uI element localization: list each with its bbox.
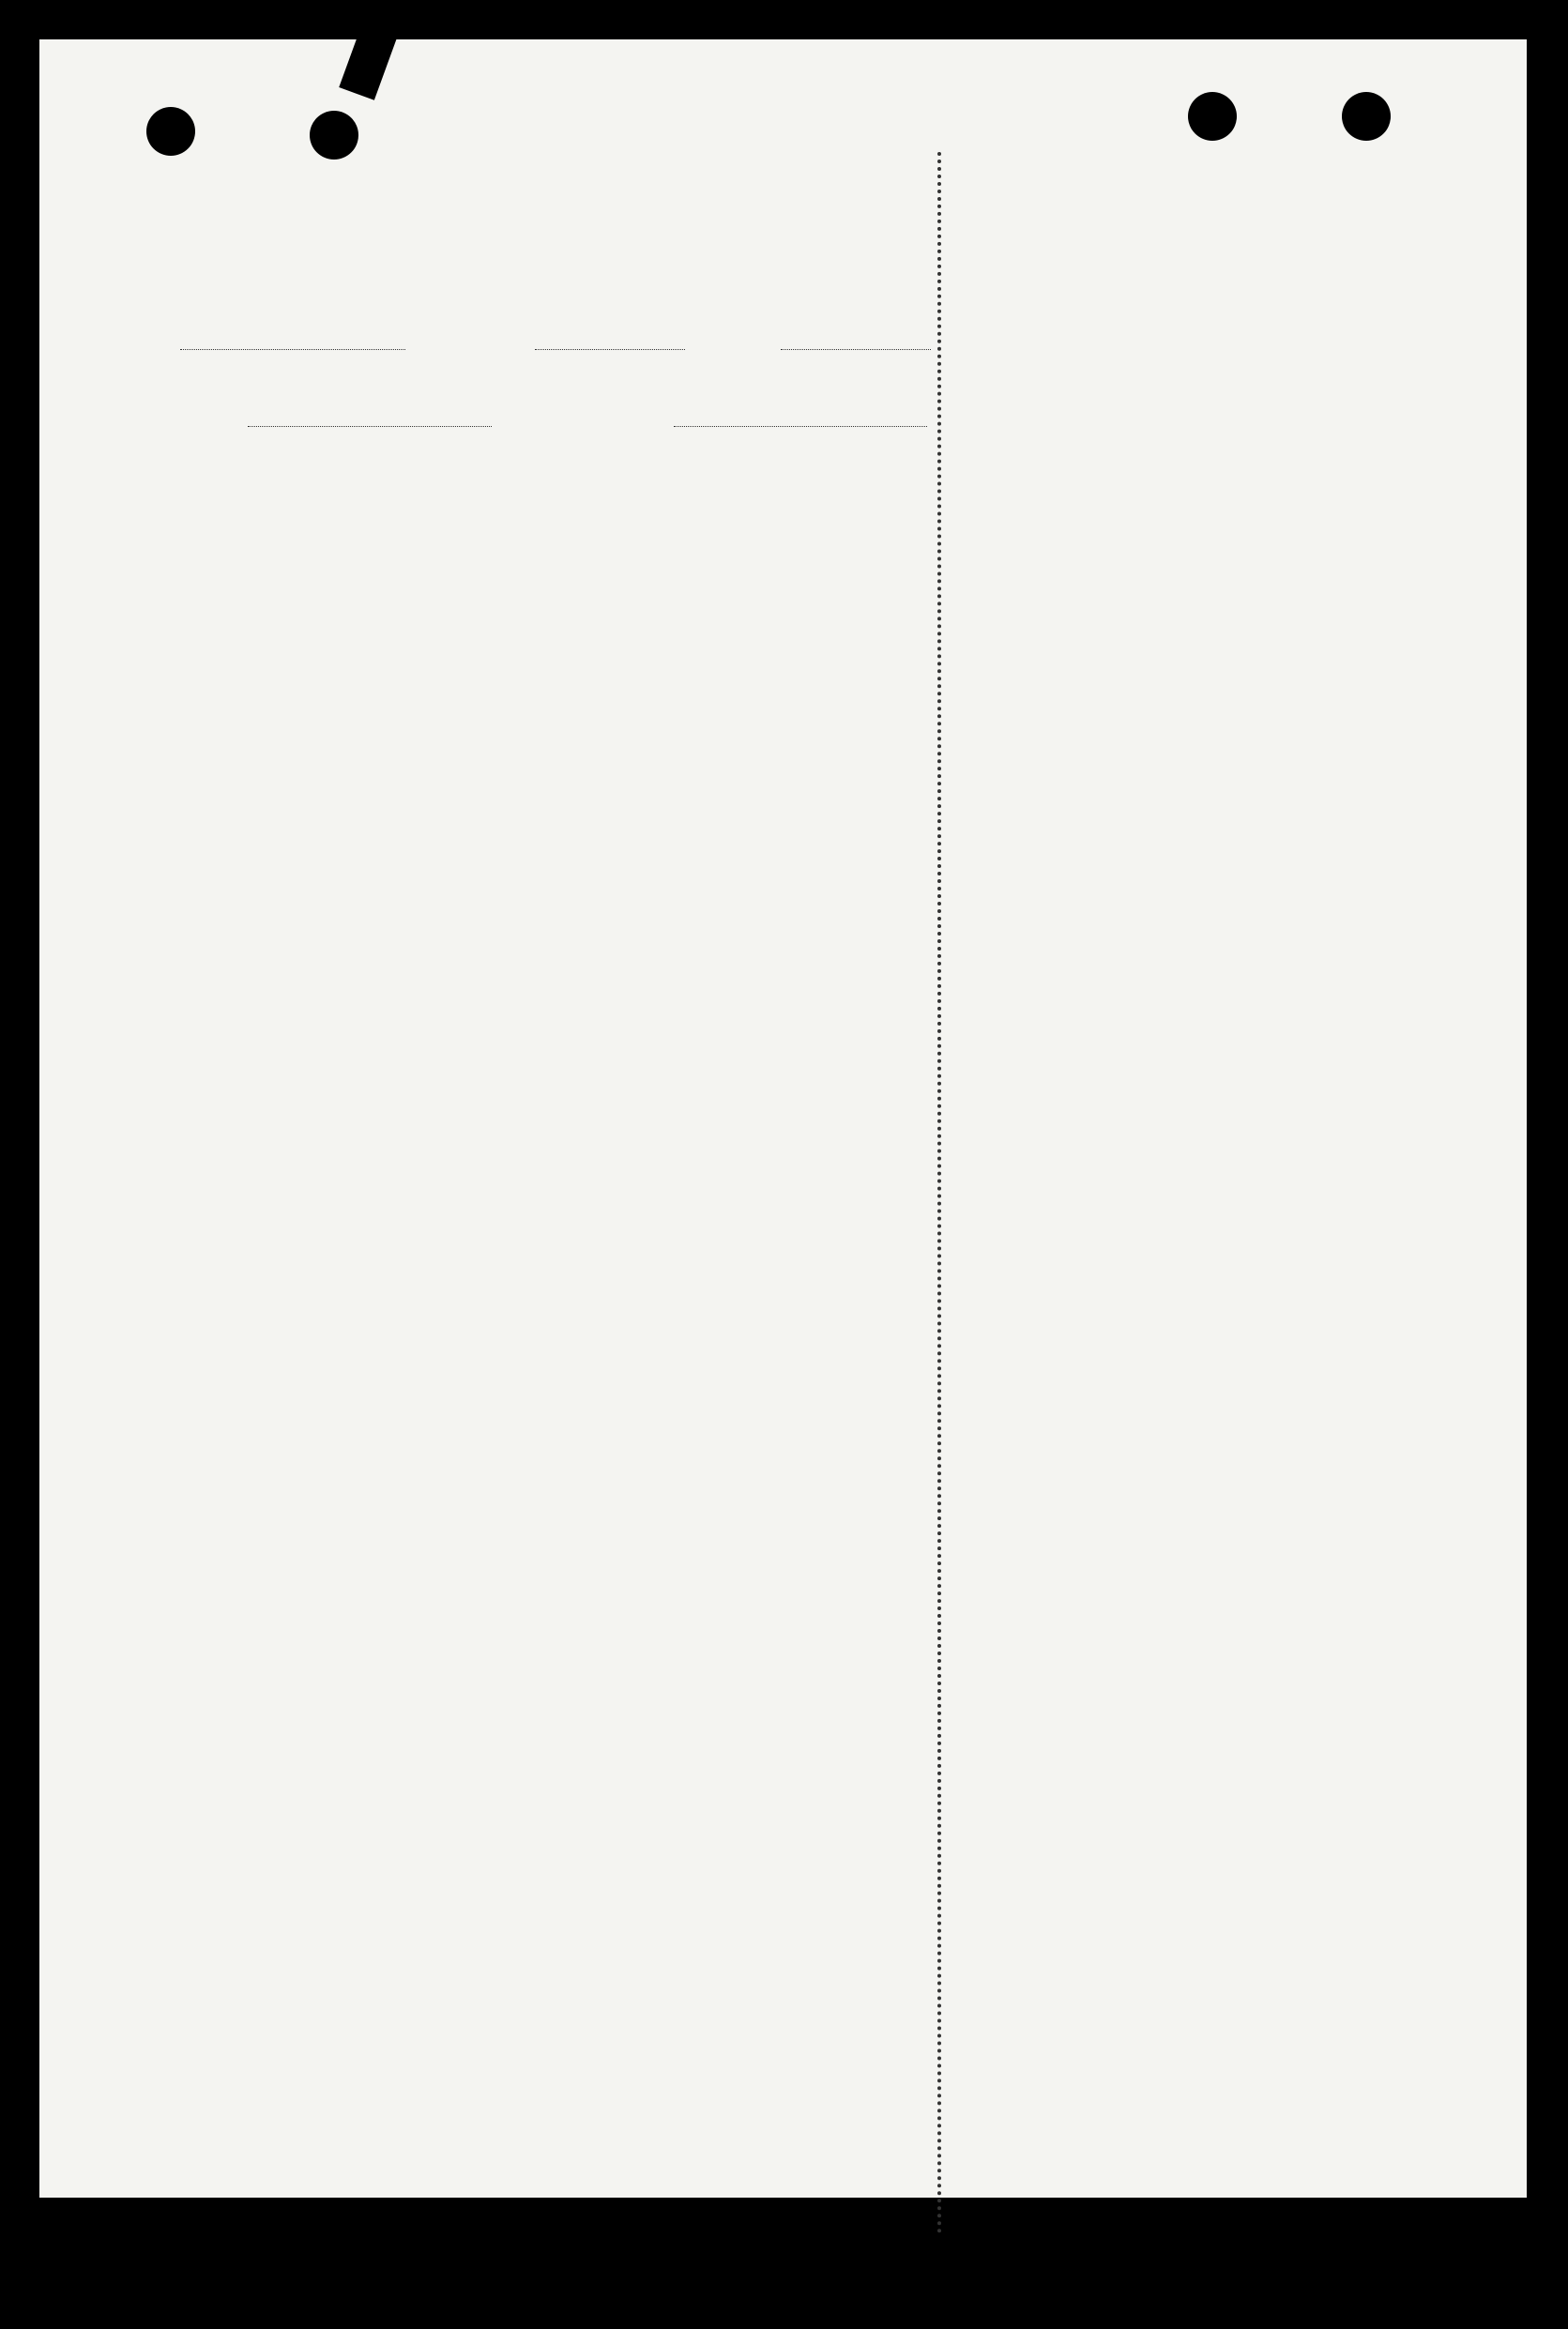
disembark-rule: [674, 426, 927, 427]
perforation-line: [937, 152, 941, 2235]
manifest-sheet: [39, 39, 1527, 2198]
torn-notch: [339, 25, 397, 99]
punch-hole-right: [1188, 92, 1237, 141]
date-rule: [781, 349, 931, 350]
embark-rule: [248, 426, 492, 427]
flight-rule: [535, 349, 685, 350]
punch-hole-right-2: [1342, 92, 1391, 141]
aircraft-rule: [180, 349, 405, 350]
punch-hole-left: [146, 107, 195, 156]
punch-hole-left-2: [310, 111, 358, 160]
